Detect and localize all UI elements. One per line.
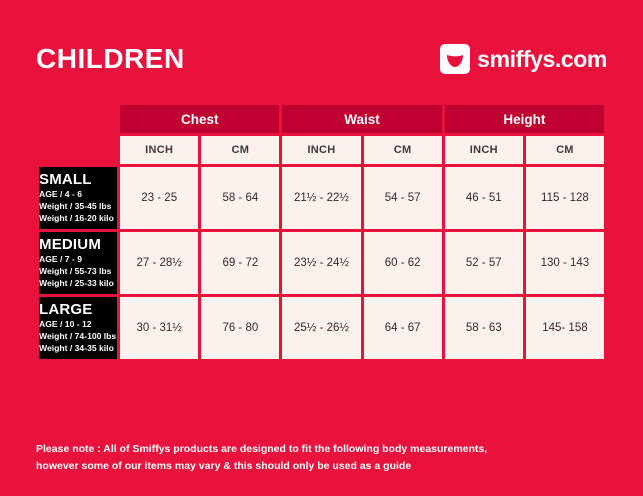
table-row	[39, 167, 604, 229]
size-name: SMALL	[39, 170, 92, 188]
unit-header-chest-cm: CM	[201, 136, 279, 164]
cell-small-height-inch: 46 - 51	[445, 167, 523, 229]
size-weight-lbs: Weight / 35-45 lbs	[39, 201, 112, 211]
cell-small-waist-cm: 54 - 57	[364, 167, 442, 229]
unit-header-waist-cm: CM	[364, 136, 442, 164]
corner-spacer	[39, 105, 117, 133]
size-table	[36, 102, 607, 362]
cell-medium-chest-cm: 69 - 72	[201, 232, 279, 294]
table-row	[39, 232, 604, 294]
unit-header-waist-inch: INCH	[282, 136, 360, 164]
cell-medium-height-inch: 52 - 57	[445, 232, 523, 294]
group-header-chest: Chest	[120, 105, 279, 133]
page-header	[36, 30, 607, 88]
cell-small-chest-cm: 58 - 64	[201, 167, 279, 229]
unit-header-height-inch: INCH	[445, 136, 523, 164]
cell-large-chest-cm: 76 - 80	[201, 297, 279, 359]
cell-small-chest-inch: 23 - 25	[120, 167, 198, 229]
size-weight-kilo: Weight / 34-35 kilo	[39, 343, 114, 354]
cell-small-height-cm: 115 - 128	[526, 167, 604, 229]
size-weight-lbs: Weight / 55-73 lbs	[39, 266, 112, 276]
size-age: AGE / 10 - 12	[39, 318, 92, 329]
corner-spacer-2	[39, 136, 117, 164]
smile-logo-icon	[440, 44, 470, 74]
cell-large-waist-cm: 64 - 67	[364, 297, 442, 359]
table-header-groups	[39, 105, 604, 133]
page-title: CHILDREN	[36, 43, 185, 74]
size-age: AGE / 7 - 9	[39, 253, 82, 264]
group-header-waist: Waist	[282, 105, 441, 133]
size-name: LARGE	[39, 300, 93, 318]
size-label-medium	[39, 232, 117, 294]
cell-medium-height-cm: 130 - 143	[526, 232, 604, 294]
cell-medium-waist-cm: 60 - 62	[364, 232, 442, 294]
size-label-large	[39, 297, 117, 359]
table-header-units	[39, 136, 604, 164]
size-weight-kilo: Weight / 25-33 kilo	[39, 278, 114, 289]
footer-note-line2: however some of our items may vary & this should only be used as a guide	[36, 459, 412, 472]
unit-header-height-cm: CM	[526, 136, 604, 164]
cell-large-waist-inch: 25½ - 26½	[282, 297, 360, 359]
size-weight-kilo: Weight / 16-20 kilo	[39, 213, 114, 224]
size-age: AGE / 4 - 6	[39, 188, 82, 199]
size-name: MEDIUM	[39, 235, 102, 253]
table-row	[39, 297, 604, 359]
group-header-height: Height	[445, 105, 604, 133]
cell-medium-waist-inch: 23½ - 24½	[282, 232, 360, 294]
brand-logo	[440, 44, 607, 74]
footer-note	[36, 441, 607, 474]
cell-large-chest-inch: 30 - 31½	[120, 297, 198, 359]
cell-large-height-inch: 58 - 63	[445, 297, 523, 359]
footer-note-line1: Please note : All of Smiffys products are designed to fit the following body measurements,	[36, 443, 488, 456]
size-label-small	[39, 167, 117, 229]
unit-header-chest-inch: INCH	[120, 136, 198, 164]
brand-name: smiffys.com	[477, 45, 607, 72]
size-weight-lbs: Weight / 74-100 lbs	[39, 331, 117, 341]
cell-small-waist-inch: 21½ - 22½	[282, 167, 360, 229]
cell-large-height-cm: 145- 158	[526, 297, 604, 359]
cell-medium-chest-inch: 27 - 28½	[120, 232, 198, 294]
